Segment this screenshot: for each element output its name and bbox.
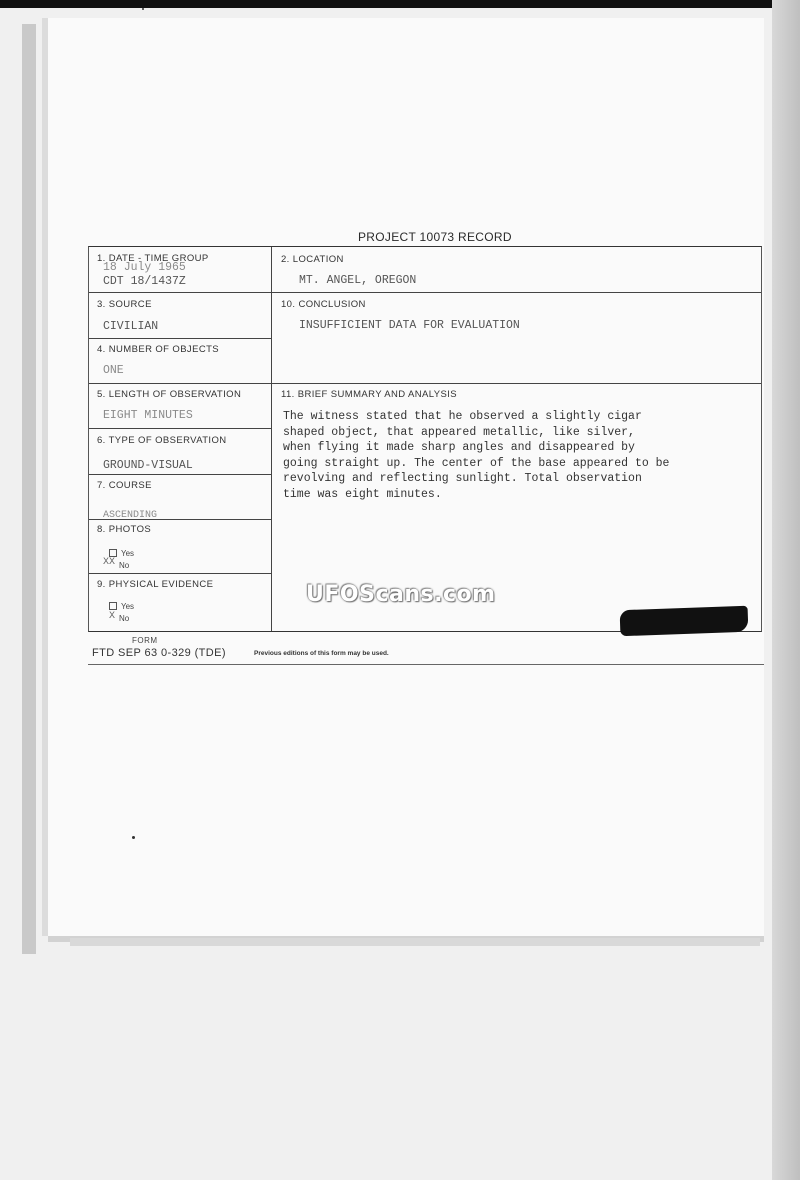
date-value: 18 July 1965	[103, 261, 186, 274]
source-value: CIVILIAN	[103, 320, 159, 333]
site-watermark: UFOScans.com	[306, 582, 496, 607]
row-divider	[89, 474, 272, 475]
number-of-objects-value: ONE	[103, 364, 124, 377]
photos-yes-label: Yes	[121, 549, 135, 558]
physical-evidence-yes-option	[109, 602, 134, 611]
type-of-observation-value: GROUND-VISUAL	[103, 459, 193, 472]
redaction-mark	[620, 606, 749, 636]
course-label: 7. COURSE	[97, 480, 152, 491]
footer-note: Previous editions of this form may be used.	[254, 650, 389, 657]
physical-evidence-no-label: No	[119, 614, 130, 623]
conclusion-label: 10. CONCLUSION	[281, 299, 366, 310]
photos-no-option	[119, 561, 129, 570]
footer-form-id: FTD SEP 63 0-329 (TDE)	[92, 647, 226, 659]
physical-evidence-yes-label: Yes	[121, 602, 135, 611]
physical-evidence-no-mark: X	[109, 611, 116, 622]
footer-rule	[88, 664, 764, 665]
checkbox-icon	[109, 549, 117, 557]
row-divider	[89, 338, 272, 339]
scan-speck	[132, 836, 135, 839]
footer-form-word: FORM	[132, 636, 158, 645]
location-value: MT. ANGEL, OREGON	[299, 274, 417, 287]
row-divider	[89, 292, 761, 293]
checkbox-icon	[109, 602, 117, 610]
date-time-group-label: 1. DATE - TIME GROUP	[97, 253, 209, 264]
source-label: 3. SOURCE	[97, 299, 152, 310]
scan-top-edge	[0, 0, 800, 8]
physical-evidence-label: 9. PHYSICAL EVIDENCE	[97, 579, 214, 590]
row-divider	[89, 573, 272, 574]
physical-evidence-no-option	[119, 614, 129, 623]
time-value: CDT 18/1437Z	[103, 275, 186, 288]
row-divider	[89, 383, 761, 384]
scan-right-edge	[772, 0, 800, 1180]
scan-speck	[142, 8, 144, 10]
photos-no-mark: XX	[103, 557, 116, 568]
row-divider	[89, 428, 272, 429]
length-of-observation-value: EIGHT MINUTES	[103, 409, 193, 422]
length-of-observation-label: 5. LENGTH OF OBSERVATION	[97, 389, 242, 400]
location-label: 2. LOCATION	[281, 254, 344, 265]
form-title: PROJECT 10073 RECORD	[358, 230, 512, 244]
type-of-observation-label: 6. TYPE OF OBSERVATION	[97, 435, 227, 446]
conclusion-value: INSUFFICIENT DATA FOR EVALUATION	[299, 319, 520, 332]
course-value: ASCENDING	[103, 510, 158, 521]
scan-left-shadow	[22, 24, 36, 954]
number-of-objects-label: 4. NUMBER OF OBJECTS	[97, 344, 220, 355]
photos-no-label: No	[119, 561, 130, 570]
page-bottom-shadow	[70, 938, 760, 946]
summary-label: 11. BRIEF SUMMARY AND ANALYSIS	[281, 389, 458, 400]
record-form	[88, 246, 762, 632]
summary-text: The witness stated that he observed a slightly cigar shaped object, that appeared metallic, like silver, when flying it made sharp angles and disappeared by going straight up. The center of the base appeared to be revolving and reflecting sunlight. Total observation time was eight minutes.	[283, 410, 670, 501]
photos-label: 8. PHOTOS	[97, 524, 152, 535]
